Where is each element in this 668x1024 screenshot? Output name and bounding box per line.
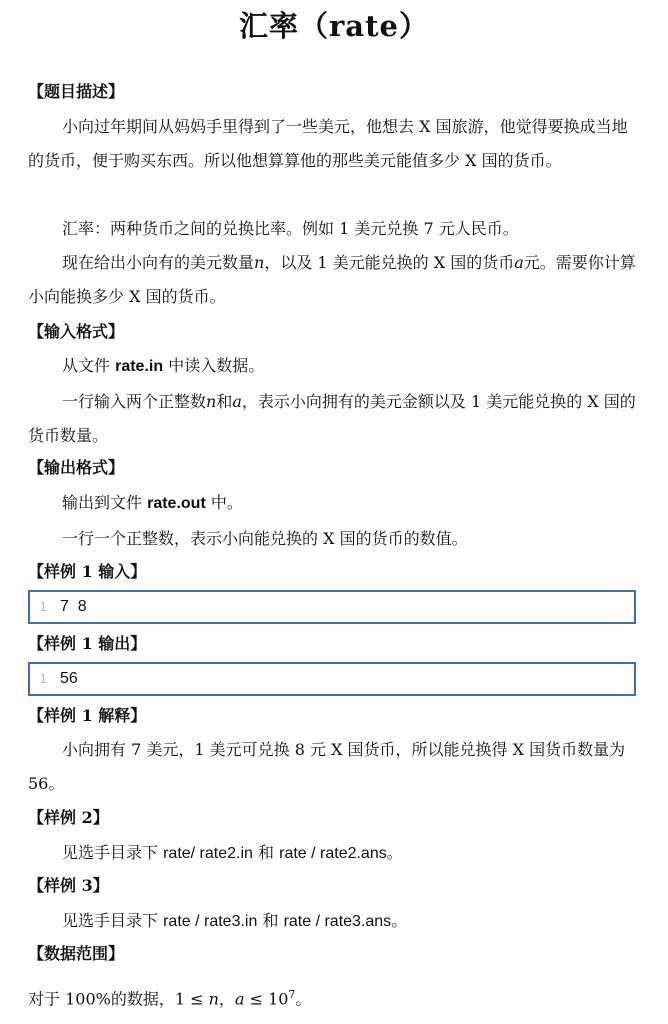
sample-1-explanation-heading: 【样例 1 解释】 [28, 706, 147, 725]
data-range-heading: 【数据范围】 [28, 944, 125, 963]
variable-a: a [234, 989, 245, 1009]
line-number: 1 [39, 600, 47, 614]
variable-n: n [208, 989, 219, 1009]
variable-a: a [514, 253, 524, 272]
output-format-paragraph-1: 输出到文件 rate.out 中。 [62, 493, 243, 512]
output-filename: rate.out [147, 495, 206, 512]
sample-1-output-text: 56 [60, 670, 78, 687]
data-range-paragraph: 对于 100%的数据，1 ≤ n，$a \le 10^7$。 [28, 988, 312, 1009]
description-heading: 【题目描述】 [28, 82, 125, 101]
description-paragraph-2: 汇率：两种货币之间的兑换比率。例如 1 美元兑换 7 元人民币。 [62, 219, 519, 238]
input-format-paragraph-1: 从文件 rate.in 中读入数据。 [62, 356, 265, 375]
sample-3-answer-path: rate / rate3.ans [283, 913, 392, 930]
sample-2-heading: 【样例 2】 [28, 808, 109, 827]
sample-1-output-code-block[interactable] [28, 662, 636, 696]
line-number: 1 [39, 672, 47, 686]
variable-n: n [254, 253, 265, 272]
description-paragraph-1: 小向过年期间从妈妈手里得到了一些美元，他想去 X 国旅游，他觉得要换成当地的货币，便于购买东西。所以他想算算他的那些美元能值多少 X 国的货币。 [28, 117, 628, 170]
input-format-heading: 【输入格式】 [28, 322, 125, 341]
input-filename: rate.in [115, 358, 164, 375]
exponent: 7 [288, 988, 296, 1001]
sample-3-input-path: rate / rate3.in [163, 913, 258, 930]
output-format-heading: 【输出格式】 [28, 458, 125, 477]
sample-1-output-heading: 【样例 1 输出】 [28, 634, 147, 653]
sample-2-paragraph: 见选手目录下 rate/ rate2.in 和 rate / rate2.ans。 [62, 843, 403, 862]
description-paragraph-3: 现在给出小向有的美元数量n，以及 1 美元能兑换的 X 国的货币a元。需要你计算小向能换多少 X 国的货币。 [28, 253, 636, 306]
output-format-paragraph-2: 一行一个正整数，表示小向能兑换的 X 国的货币的数值。 [62, 529, 468, 548]
variable-a: a [232, 392, 242, 411]
input-format-paragraph-2: 一行输入两个正整数n和a，表示小向拥有的美元金额以及 1 美元能兑换的 X 国的货币数量。 [28, 392, 636, 445]
sample-3-heading: 【样例 3】 [28, 876, 109, 895]
problem-title: 汇率（rate） [239, 9, 429, 43]
sample-1-explanation-paragraph: 小向拥有 7 美元，1 美元可兑换 8 元 X 国货币，所以能兑换得 X 国货币数量为 56。 [28, 740, 626, 793]
sample-2-input-path: rate/ rate2.in [163, 845, 253, 862]
variable-n: n [206, 392, 217, 411]
sample-3-paragraph: 见选手目录下 rate / rate3.in 和 rate / rate3.ans。 [62, 911, 408, 930]
sample-1-input-heading: 【样例 1 输入】 [28, 562, 147, 581]
sample-1-input-text: 7 8 [60, 598, 87, 615]
sample-2-answer-path: rate / rate2.ans [279, 845, 387, 862]
sample-1-input-code-block[interactable] [28, 590, 636, 624]
